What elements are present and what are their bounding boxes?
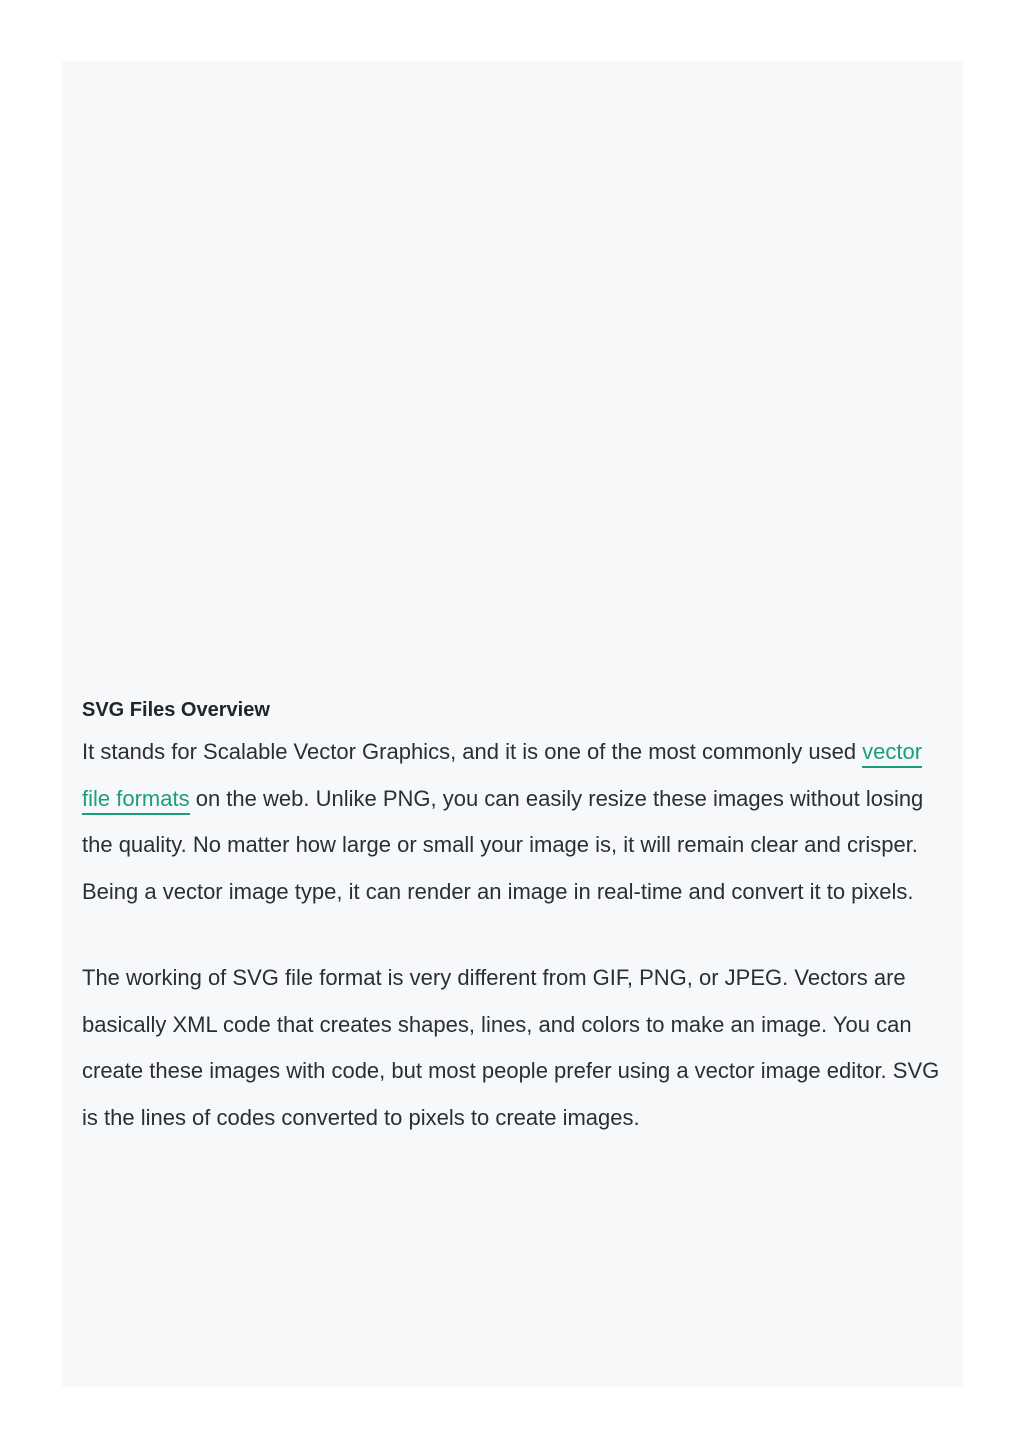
paragraph-intro-text-start: It stands for Scalable Vector Graphics, and it is one of the most commonly used	[82, 739, 863, 764]
paragraph-intro-text-end: on the web. Unlike PNG, you can easily resize these images without losing the quality. No matter how large or small your image is, it will remain clear and crisper. Being a vector image type, it can render an image in real-time and convert it to pixels.	[82, 785, 924, 904]
article-content	[82, 697, 944, 1141]
section-title: SVG Files Overview	[82, 699, 270, 721]
paragraph-intro	[82, 729, 944, 915]
article-card	[62, 61, 963, 1387]
vector-file-formats-link[interactable]: vector file formats	[82, 739, 922, 815]
paragraph-working: The working of SVG file format is very different from GIF, PNG, or JPEG. Vectors are basically XML code that creates shapes, lines, and colors to make an image. You can create these images with code, but most people prefer using a vector image editor. SVG is the lines of codes converted to pixels to create images.	[82, 965, 940, 1130]
